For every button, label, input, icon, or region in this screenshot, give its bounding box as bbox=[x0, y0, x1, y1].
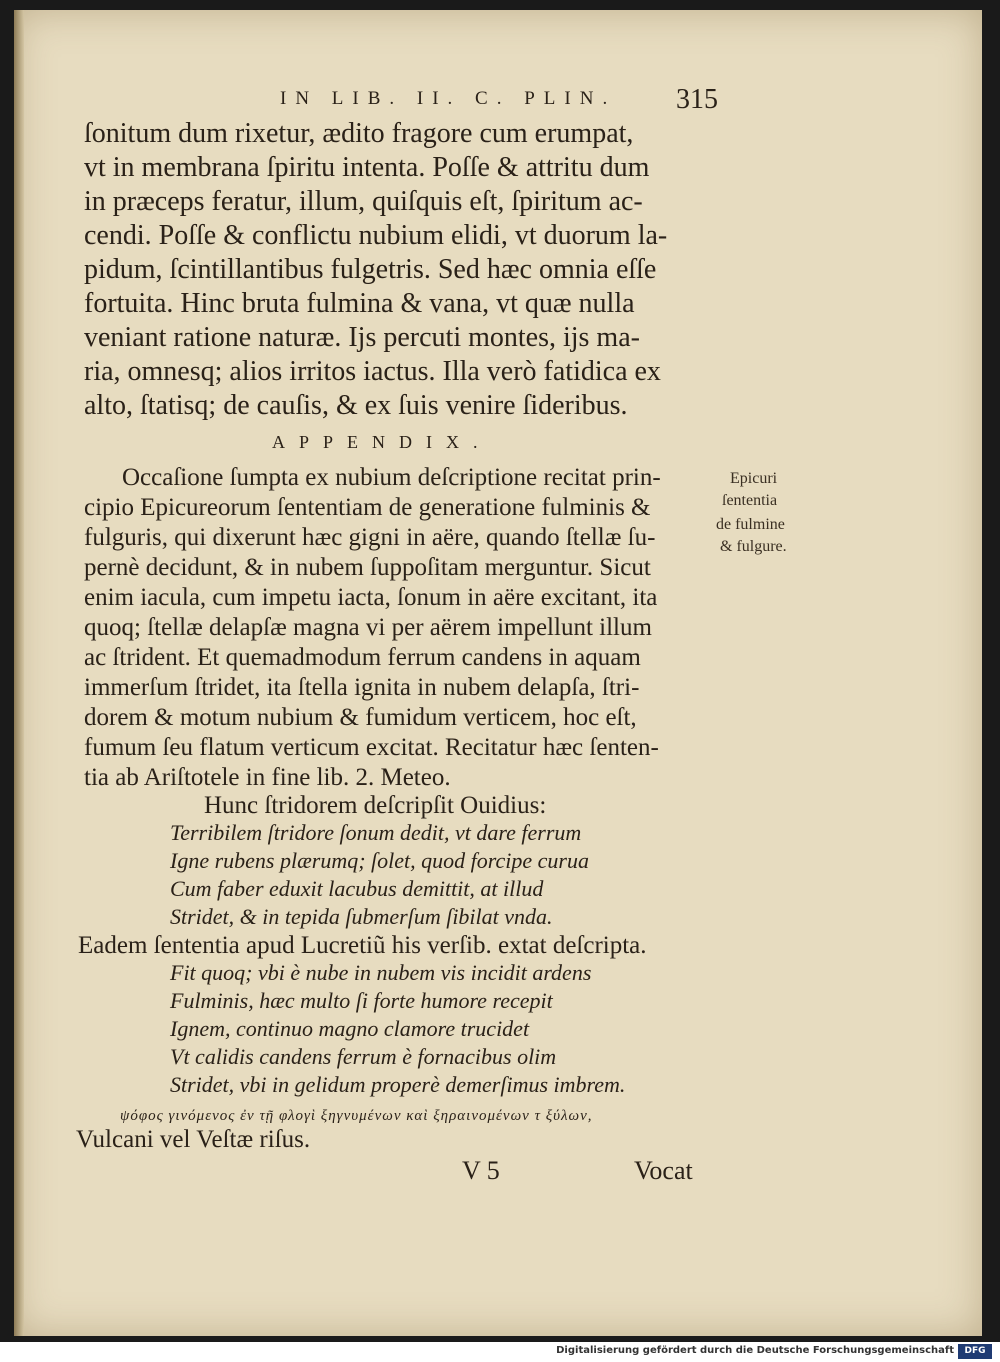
margin-note-line: ſententia bbox=[722, 492, 778, 509]
lucretius-intro: Eadem ſententia apud Lucretiũ his verſib. extat deſcripta. bbox=[78, 932, 647, 959]
running-title: IN LIB. II. C. PLIN. bbox=[280, 88, 617, 109]
verse-line: Igne rubens plærumq; ſolet, quod forcipe curua bbox=[170, 848, 589, 873]
verse-line: Fit quoq; vbi è nube in nubem vis incidit ardens bbox=[170, 960, 592, 985]
body-line: veniant ratione naturæ. Ijs percuti montes, ijs ma- bbox=[84, 322, 640, 353]
verse-line: Vt calidis candens ferrum è fornacibus olim bbox=[170, 1044, 557, 1069]
body-line: in præceps feratur, illum, quiſquis eſt, ſpiritum ac- bbox=[84, 186, 643, 217]
verse-line: Cum faber eduxit lacubus demittit, at illud bbox=[170, 876, 544, 901]
body-line: pidum, ſcintillantibus fulgetris. Sed hæc omnia eſſe bbox=[84, 254, 657, 285]
appendix-line: dorem & motum nubium & fumidum verticem, hoc eſt, bbox=[84, 704, 637, 731]
greek-quotation: ψόφος γινόμενος ἐν τῇ φλογὶ ξηγνυμένων καὶ ξηραινομένων τ ξύλων, bbox=[120, 1108, 593, 1124]
appendix-line: enim iacula, cum impetu iacta, ſonum in aëre excitant, ita bbox=[84, 584, 658, 611]
appendix-line: tia ab Ariſtotele in fine lib. 2. Meteo. bbox=[84, 764, 451, 791]
catchword: Vocat bbox=[634, 1156, 693, 1185]
body-line: fortuita. Hinc bruta fulmina & vana, vt quæ nulla bbox=[84, 288, 635, 319]
dfg-logo: DFG bbox=[958, 1344, 992, 1359]
verse-line: Stridet, vbi in gelidum properè demerſimus imbrem. bbox=[170, 1072, 626, 1097]
body-line: ſonitum dum rixetur, ædito fragore cum erumpat, bbox=[84, 118, 634, 149]
page-edge-shadow bbox=[14, 10, 24, 1336]
body-line: ria, omnesq; alios irritos iactus. Illa verò fatidica ex bbox=[84, 356, 661, 387]
verse-line: Fulminis, hæc multo ſi forte humore recepit bbox=[170, 988, 553, 1013]
body-line: cendi. Poſſe & conflictu nubium elidi, vt duorum la- bbox=[84, 220, 668, 251]
body-line: vt in membrana ſpiritu intenta. Poſſe & attritu dum bbox=[84, 152, 650, 183]
verse-line: Ignem, continuo magno clamore trucidet bbox=[170, 1016, 530, 1041]
margin-note-line: & fulgure. bbox=[720, 538, 787, 555]
appendix-line: fulguris, qui dixerunt hæc gigni in aëre, quando ſtellæ ſu- bbox=[84, 524, 656, 551]
appendix-line: pernè decidunt, & in nubem ſuppoſitam merguntur. Sicut bbox=[84, 554, 651, 581]
margin-note-line: de fulmine bbox=[716, 516, 785, 533]
funding-footer bbox=[0, 1342, 1000, 1362]
closing-line: Vulcani vel Veſtæ riſus. bbox=[76, 1126, 311, 1153]
signature-mark: V 5 bbox=[462, 1156, 500, 1185]
appendix-line: cipio Epicureorum ſententiam de generatione fulminis & bbox=[84, 494, 651, 521]
verse-line: Terribilem ſtridore ſonum dedit, vt dare ferrum bbox=[170, 820, 582, 845]
appendix-heading: APPENDIX. bbox=[272, 432, 492, 452]
appendix-line: quoq; ſtellæ delapſæ magna vi per aërem impellunt illum bbox=[84, 614, 652, 641]
margin-note-line: Epicuri bbox=[730, 470, 778, 487]
appendix-line: ac ſtrident. Et quemadmodum ferrum candens in aquam bbox=[84, 644, 641, 671]
appendix-line: Occaſione ſumpta ex nubium deſcriptione recitat prin- bbox=[122, 464, 661, 491]
page-number: 315 bbox=[676, 84, 718, 115]
body-line: alto, ſtatisq; de cauſis, & ex ſuis venire ſideribus. bbox=[84, 390, 628, 421]
appendix-line: fumum ſeu flatum verticum excitat. Recitatur hæc ſenten- bbox=[84, 734, 659, 761]
verse-line: Stridet, & in tepida ſubmerſum ſibilat vnda. bbox=[170, 904, 553, 929]
ovid-intro: Hunc ſtridorem deſcripſit Ouidius: bbox=[204, 792, 547, 819]
funding-text: Digitalisierung gefördert durch die Deutsche Forschungsgemeinschaft bbox=[556, 1345, 954, 1356]
appendix-line: immerſum ſtridet, ita ſtella ignita in nubem delapſa, ſtri- bbox=[84, 674, 640, 701]
